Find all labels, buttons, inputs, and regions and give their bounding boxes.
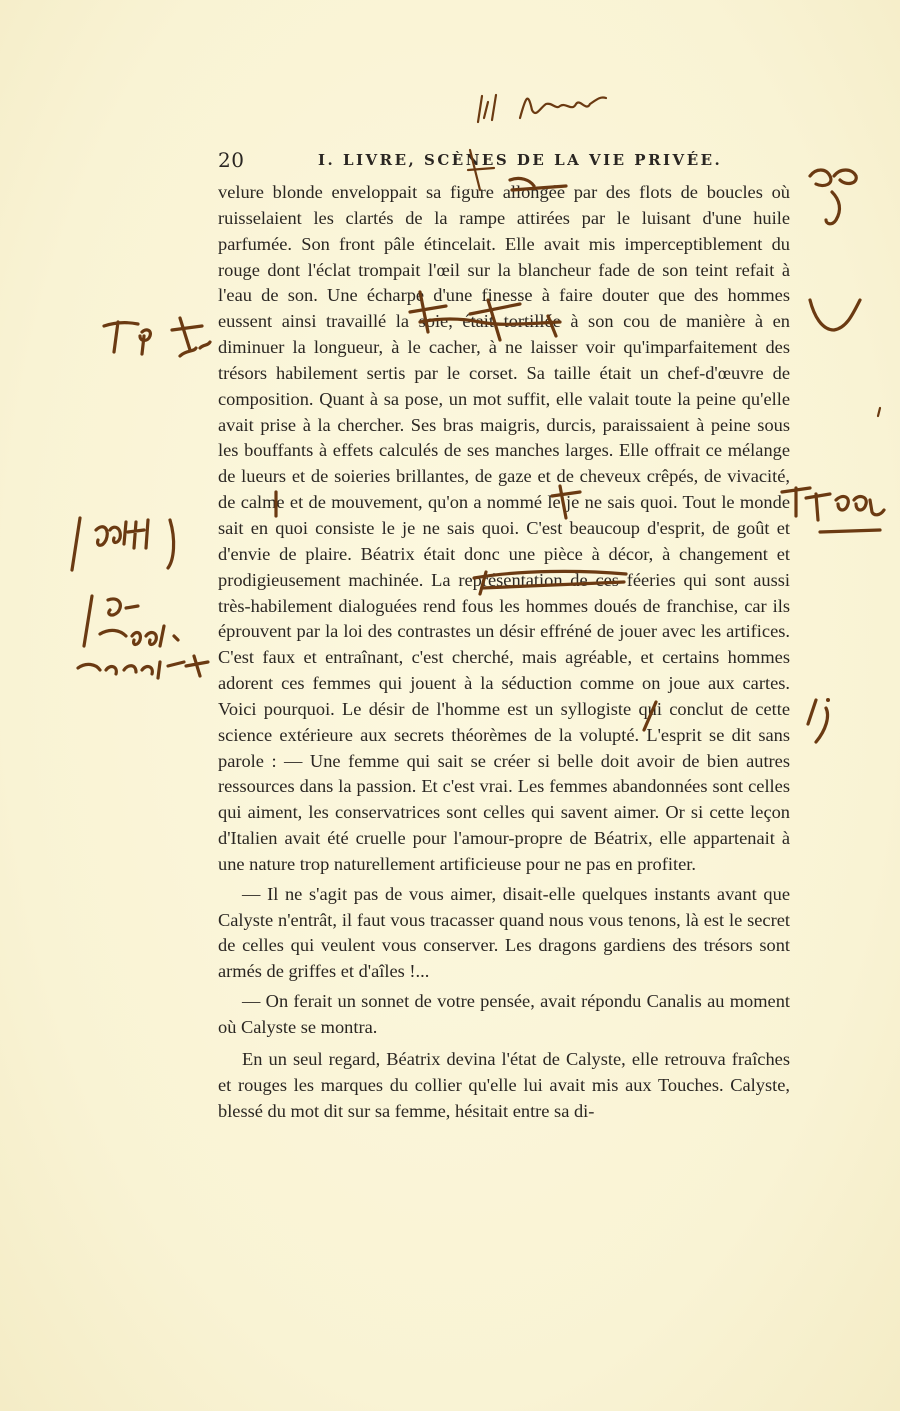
left-margin-note-3: [78, 596, 208, 678]
paragraph: — Il ne s'agit pas de vous aimer, disait-elle quelques instants avant que Calyste n'entrât, il faut vous tracasser quand nous vous tenons, là est le secret de celles qui veulent vous conserver. Les dragons gardiens des trésors sont armés de griffes et d'aîles !...: [218, 883, 790, 982]
right-margin-mark-1: [810, 170, 856, 224]
top-margin-note: [468, 95, 606, 190]
right-margin-mark-4: [808, 698, 830, 742]
running-head: I. LIVRE, SCÈNES DE LA VIE PRIVÉE.: [318, 151, 723, 169]
left-margin-note-2: [72, 518, 174, 570]
small-tick-mark: [878, 408, 880, 416]
body-text: [218, 180, 790, 1124]
paragraph: En un seul regard, Béatrix devina l'état de Calyste, elle retrouva fraîches et rouges les marques du collier qu'elle lui avait mis aux Touches. Calyste, blessé du mot dit sur sa femme, hésitait entre sa di-: [218, 1048, 790, 1121]
paragraph: velure blonde enveloppait sa figure allongée par des flots de boucles où ruisselaient les clartés de la rampe attirées par le luisant d'une huile parfumée. Son front pâle étincelait. Elle avait mis imperceptiblement du rouge dont l'éclat trompait l'œil sur la blancheur fade de son teint refait à l'eau de son. Une écharpe d'une finesse à faire douter que des hommes eussent ainsi travaillé la soie, était tortillée à son cou de manière à en diminuer la longueur, à le cacher, à ne laisser voir qu'imparfaitement des trésors habilement sertis par le corset. Sa taille était un chef-d'œuvre de composition. Quant à sa pose, un mot suffit, elle valait toute la peine qu'elle avait prise à la chercher. Ses bras maigris, durcis, paraissaient à peine sous les bouffants à effets calculés de ses manches larges. Elle offrait ce mélange de lueurs et de soieries brillantes, de gaze et de cheveux crêpés, de vivacité, de calme et de mouvement, qu'on a nommé le je ne sais quoi. Tout le monde sait en quoi consiste le je ne sais quoi. C'est beaucoup d'esprit, de goût et d'envie de plaire. Béatrix était donc une pièce à décor, à changement et prodigieusement machinée. La représentation de ces féeries qui sont aussi très-habilement dialoguées rend fous les hommes doués de franchise, car ils éprouvent par la loi des contrastes un désir effréné de jouer avec les artifices. C'est faux et entraînant, c'est cherché, mais agréable, et certains hommes adorent ces femmes qui jouent à la séduction comme on joue aux cartes. Voici pourquoi. Le désir de l'homme est un syllogiste qui conclut de cette science extérieure aux secrets théorèmes de la volupté. L'esprit se dit sans parole : — Une femme qui sait se créer si belle doit avoir de bien autres ressources dans la passion. Et c'est vrai. Les femmes abandonnées sont celles qui aiment, les conservatrices sont celles qui savent aimer. Or si cette leçon d'Italien avait été cruelle pour l'amour-propre de Béatrix, elle appartenait à une nature trop naturellement artificieuse pour ne pas en profiter.: [218, 182, 790, 874]
paragraph: — On ferait un sonnet de votre pensée, avait répondu Canalis au moment où Calyste se montra.: [218, 991, 790, 1037]
right-margin-mark-2: [810, 300, 860, 330]
page-number: 20: [218, 148, 245, 172]
page-header: [218, 148, 790, 174]
left-margin-note-1: [104, 318, 210, 356]
right-margin-mark-3: [806, 494, 884, 532]
